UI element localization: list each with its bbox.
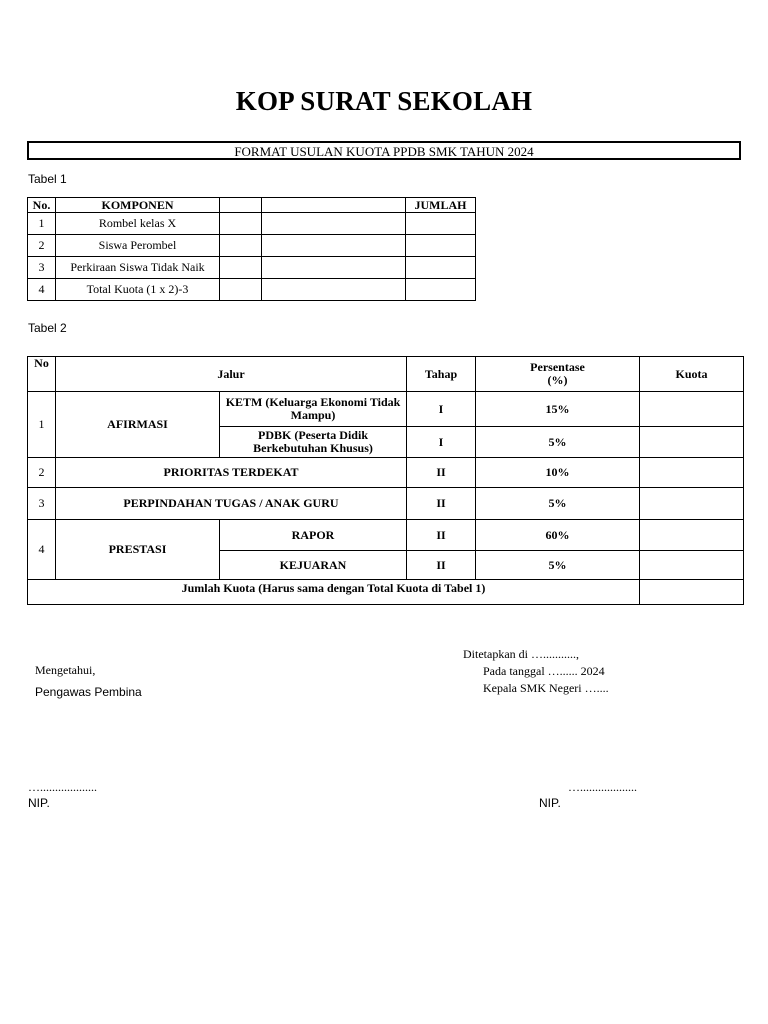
jumlah-cell bbox=[406, 257, 476, 279]
row-no: 3 bbox=[28, 257, 56, 279]
jumlah-cell bbox=[406, 279, 476, 301]
tanggal-text: Pada tanggal …...... 2024 bbox=[483, 664, 605, 678]
row-komponen: Total Kuota (1 x 2)-3 bbox=[56, 279, 220, 301]
kuota-cell bbox=[640, 520, 744, 551]
mengetahui-text: Mengetahui, bbox=[35, 663, 96, 677]
table2-label: Tabel 2 bbox=[28, 321, 67, 335]
kepala-sekolah-title: Kepala SMK Negeri ….... bbox=[483, 681, 609, 695]
tahap-cell: I bbox=[407, 392, 476, 427]
total-label: Jumlah Kuota (Harus sama dengan Total Kuota di Tabel 1) bbox=[28, 580, 640, 605]
persentase-cell: 10% bbox=[476, 458, 640, 488]
total-row bbox=[28, 580, 744, 605]
jumlah-cell bbox=[406, 213, 476, 235]
empty-cell bbox=[262, 235, 406, 257]
row-no: 2 bbox=[28, 458, 56, 488]
kuota-cell bbox=[640, 427, 744, 458]
empty-cell bbox=[220, 213, 262, 235]
row-komponen: Perkiraan Siswa Tidak Naik bbox=[56, 257, 220, 279]
empty-cell bbox=[262, 257, 406, 279]
tahap-cell: I bbox=[407, 427, 476, 458]
empty-cell bbox=[220, 257, 262, 279]
tahap-cell: II bbox=[407, 520, 476, 551]
row-no: 4 bbox=[28, 520, 56, 580]
table-header-row bbox=[28, 357, 744, 392]
right-nip: NIP. bbox=[539, 796, 561, 810]
table-row bbox=[28, 488, 744, 520]
right-signature-line: …................... bbox=[568, 780, 637, 794]
header-komponen: KOMPONEN bbox=[56, 198, 220, 213]
table-header-row bbox=[28, 198, 476, 213]
jalur-name: PRIORITAS TERDEKAT bbox=[56, 458, 407, 488]
sub-jalur-name: KEJUARAN bbox=[220, 551, 407, 580]
table-row bbox=[28, 392, 744, 427]
left-signature-line: …................... bbox=[28, 780, 97, 794]
table-row bbox=[28, 520, 744, 551]
persentase-cell: 5% bbox=[476, 427, 640, 458]
table1-label: Tabel 1 bbox=[28, 172, 67, 186]
jalur-name: PRESTASI bbox=[56, 520, 220, 580]
sub-jalur-name: RAPOR bbox=[220, 520, 407, 551]
header-persentase: Persentase (%) bbox=[476, 357, 640, 392]
tahap-cell: II bbox=[407, 458, 476, 488]
header-jumlah: JUMLAH bbox=[406, 198, 476, 213]
header-empty-2 bbox=[262, 198, 406, 213]
kuota-component-table bbox=[27, 197, 476, 301]
table-row bbox=[28, 279, 476, 301]
sub-jalur-name: PDBK (Peserta Didik Berkebutuhan Khusus) bbox=[220, 427, 407, 458]
header-no: No bbox=[28, 357, 56, 392]
kuota-cell bbox=[640, 392, 744, 427]
ditetapkan-text: Ditetapkan di …..........., bbox=[463, 647, 579, 661]
table-row bbox=[28, 257, 476, 279]
empty-cell bbox=[262, 213, 406, 235]
jalur-name: AFIRMASI bbox=[56, 392, 220, 458]
row-komponen: Siswa Perombel bbox=[56, 235, 220, 257]
row-no: 1 bbox=[28, 213, 56, 235]
letterhead-title: KOP SURAT SEKOLAH bbox=[235, 86, 533, 116]
kuota-cell bbox=[640, 551, 744, 580]
header-tahap: Tahap bbox=[407, 357, 476, 392]
jalur-kuota-table bbox=[27, 356, 744, 605]
persentase-cell: 15% bbox=[476, 392, 640, 427]
kuota-cell bbox=[640, 488, 744, 520]
persentase-cell: 5% bbox=[476, 551, 640, 580]
table-row bbox=[28, 213, 476, 235]
table-row bbox=[28, 458, 744, 488]
row-no: 1 bbox=[28, 392, 56, 458]
row-no: 3 bbox=[28, 488, 56, 520]
kuota-cell bbox=[640, 458, 744, 488]
empty-cell bbox=[220, 279, 262, 301]
pengawas-title: Pengawas Pembina bbox=[35, 685, 142, 699]
header-kuota: Kuota bbox=[640, 357, 744, 392]
row-no: 2 bbox=[28, 235, 56, 257]
format-title-box: FORMAT USULAN KUOTA PPDB SMK TAHUN 2024 bbox=[27, 141, 741, 160]
tahap-cell: II bbox=[407, 551, 476, 580]
persentase-cell: 60% bbox=[476, 520, 640, 551]
total-kuota-cell bbox=[640, 580, 744, 605]
header-no: No. bbox=[28, 198, 56, 213]
jumlah-cell bbox=[406, 235, 476, 257]
empty-cell bbox=[220, 235, 262, 257]
empty-cell bbox=[262, 279, 406, 301]
header-empty-1 bbox=[220, 198, 262, 213]
row-komponen: Rombel kelas X bbox=[56, 213, 220, 235]
left-nip: NIP. bbox=[28, 796, 50, 810]
jalur-name: PERPINDAHAN TUGAS / ANAK GURU bbox=[56, 488, 407, 520]
table-row bbox=[28, 235, 476, 257]
row-no: 4 bbox=[28, 279, 56, 301]
tahap-cell: II bbox=[407, 488, 476, 520]
sub-jalur-name: KETM (Keluarga Ekonomi Tidak Mampu) bbox=[220, 392, 407, 427]
persentase-cell: 5% bbox=[476, 488, 640, 520]
header-jalur: Jalur bbox=[56, 357, 407, 392]
